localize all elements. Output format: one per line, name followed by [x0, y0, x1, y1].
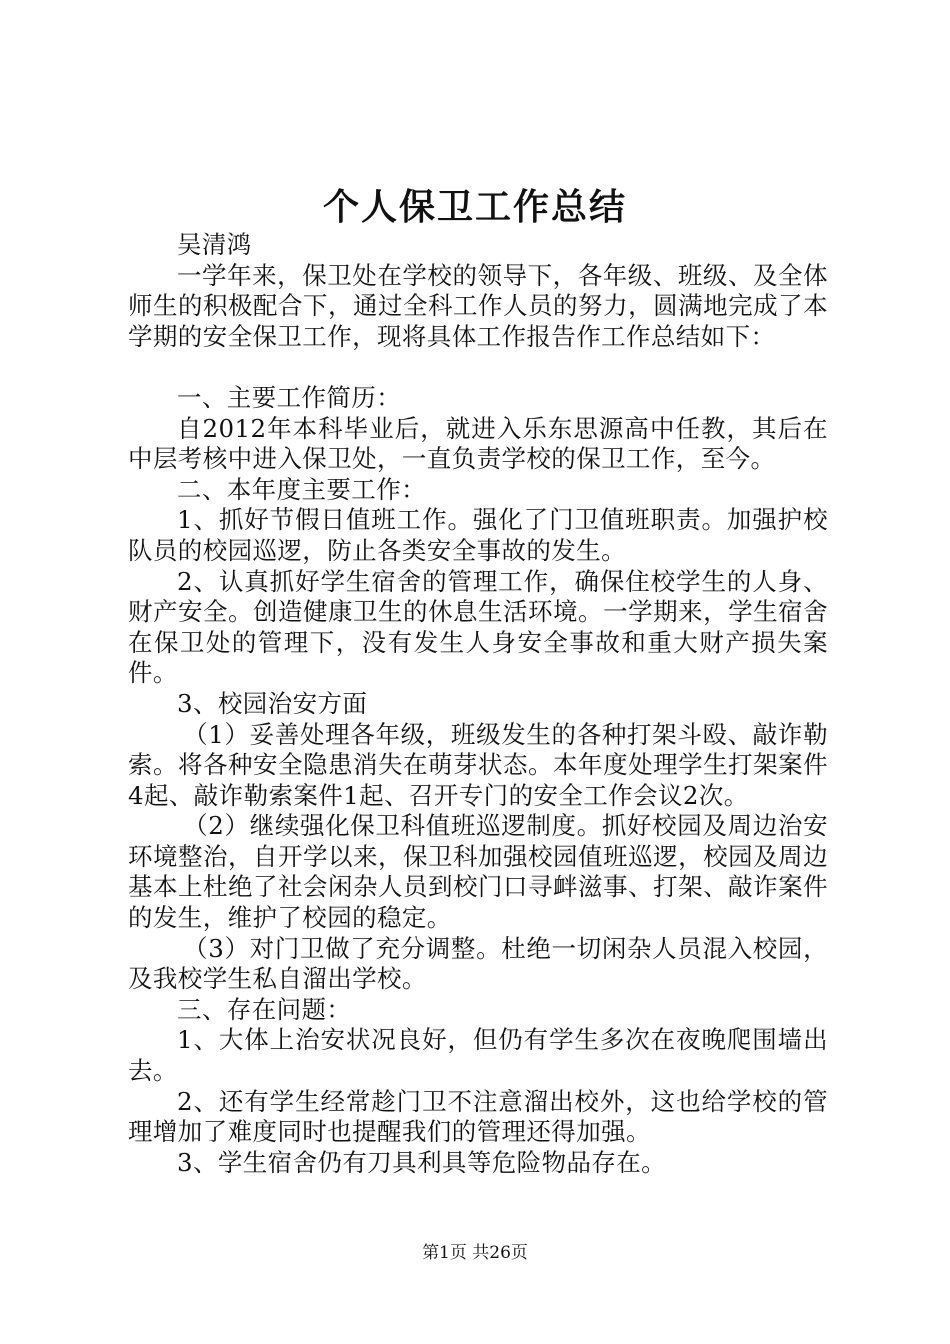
page-number-footer: 第1页 共26页 — [422, 1243, 528, 1263]
document-title: 个人保卫工作总结 — [322, 186, 627, 228]
paragraph-main-work-2: 2、认真抓好学生宿舍的管理工作，确保住校学生的人身、财产安全。创造健康卫生的休息生活环境。一学期来，学生宿舍在保卫处的管理下，没有发生人身安全事故和重大财产损失案件。 — [128, 566, 828, 688]
paragraph-work-history: 自2012年本科毕业后，就进入乐东思源高中任教，其后在中层考核中进入保卫处，一直负责学校的保卫工作，至今。 — [128, 413, 828, 474]
paragraph-problem-3: 3、学生宿舍仍有刀具利具等危险物品存在。 — [177, 1147, 667, 1177]
paragraph-security-1: （1）妥善处理各年级，班级发生的各种打架斗殴、敲诈勒索。将各种安全隐患消失在萌芽状态。本年度处理学生打架案件4起、敲诈勒索案件1起、召开专门的安全工作会议2次。 — [128, 719, 828, 810]
heading-main-work: 二、本年度主要工作： — [177, 474, 426, 504]
paragraph-main-work-1: 1、抓好节假日值班工作。强化了门卫值班职责。加强护校队员的校园巡逻，防止各类安全事故的发生。 — [128, 505, 828, 565]
document-body — [128, 230, 828, 1178]
author-line: 吴清鸿 — [177, 230, 252, 259]
paragraph-security-3: （3）对门卫做了充分调整。杜绝一切闲杂人员混入校园，及我校学生私自溜出学校。 — [128, 933, 828, 994]
heading-work-history: 一、主要工作简历： — [177, 382, 402, 412]
heading-problems: 三、存在问题： — [177, 994, 352, 1024]
paragraph-security-2: （2）继续强化保卫科值班巡逻制度。抓好校园及周边治安环境整治，自开学以来，保卫科加强校园值班巡逻，校园及周边基本上杜绝了社会闲杂人员到校门口寻衅滋事、打架、敲诈案件的发生，维护了校园的稳定。 — [128, 811, 828, 933]
paragraph-problem-2: 2、还有学生经常趁门卫不注意溜出校外，这也给学校的管理增加了难度同时也提醒我们的管理还得加强。 — [128, 1086, 828, 1147]
paragraph-problem-1: 1、大体上治安状况良好，但仍有学生多次在夜晚爬围墙出去。 — [128, 1025, 828, 1086]
heading-campus-security: 3、校园治安方面 — [177, 688, 368, 718]
paragraph-intro: 一学年来，保卫处在学校的领导下，各年级、班级、及全体师生的积极配合下，通过全科工作人员的努力，圆满地完成了本学期的安全保卫工作，现将具体工作报告作工作总结如下： — [128, 260, 828, 351]
